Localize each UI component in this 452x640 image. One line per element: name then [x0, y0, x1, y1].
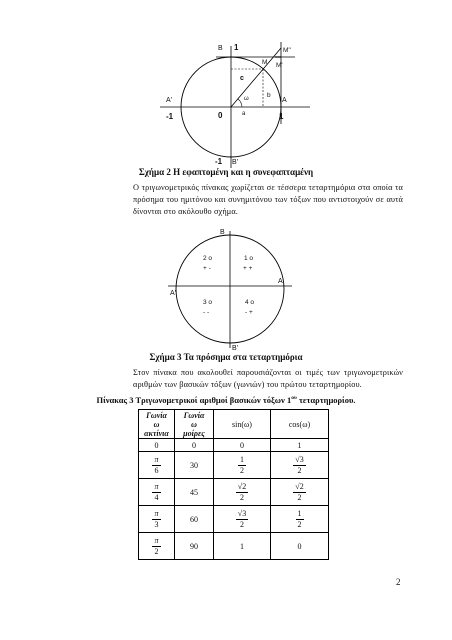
cell-sin [214, 506, 271, 533]
fig2-label-A-prime: A' [166, 97, 173, 104]
fig3-quadrant-1-signs: + + [243, 265, 253, 272]
cell-cos: 1 [271, 439, 329, 452]
table-row [139, 439, 329, 452]
cos-den: 2 [297, 465, 302, 475]
cell-deg: 45 [175, 479, 214, 506]
fig3-quadrant-1: 1 o [244, 255, 254, 262]
cos-num: √3 [295, 454, 304, 464]
table-3-title [0, 395, 452, 405]
fig2-label-one-right: 1 [279, 112, 284, 121]
rad-num: π [154, 535, 159, 545]
fig2-label-M-prime: M' [276, 62, 283, 69]
cell-cos: 0 [271, 533, 329, 560]
table-row [139, 452, 329, 479]
fig2-label-A: A [282, 97, 287, 104]
fig3-quadrant-4: 4 o [245, 299, 255, 306]
cell-sin [214, 479, 271, 506]
fig2-label-omega: ω [244, 96, 249, 102]
paragraph-quadrants: Ο τριγωνομετρικός πίνακας χωρίζεται σε τέσσερα τεταρτημόρια στα οποία τα πρόσημα του ημιτόνου και συνημιτόνου των τόξων που αντιστοιχούν σε αυτά δίνονται στο ακόλουθο σχήμα. [133, 183, 403, 216]
cell-cos [271, 479, 329, 506]
header-radians [139, 410, 175, 439]
sin-num: 1 [240, 454, 244, 464]
fig2-label-B-prime: B' [232, 159, 239, 166]
cell-deg: 30 [175, 452, 214, 479]
cell-rad: 0 [139, 439, 175, 452]
cell-deg: 60 [175, 506, 214, 533]
rad-den: 3 [154, 519, 159, 529]
fig3-quadrant-3: 3 o [203, 299, 213, 306]
cell-sin: 0 [214, 439, 271, 452]
fig3-label-B: B [220, 229, 225, 236]
table-row [139, 479, 329, 506]
cos-num: 1 [297, 508, 302, 518]
fig2-label-minus-one-bottom: -1 [215, 157, 223, 166]
rad-num: π [154, 481, 159, 491]
fig3-label-B-prime: B' [232, 345, 239, 351]
fig2-label-a: a [242, 111, 246, 117]
sin-num: √2 [237, 481, 247, 491]
fig2-label-c: c [240, 75, 244, 82]
sin-num: √3 [237, 508, 247, 518]
fig3-quadrant-2: 2 o [203, 255, 213, 262]
paragraph-table-intro: Στον πίνακα που ακολουθεί παρουσιάζονται οι τιμές των τριγωνομετρικών αριθμών των βασικών τόξων (γωνιών) του πρώτου τεταρτημορίου. [133, 368, 403, 389]
fig2-label-b: b [267, 92, 271, 99]
header-degrees-line3: μοίρες [183, 428, 205, 438]
rad-den: 2 [154, 546, 159, 556]
header-radians-line3: ακτίνια [144, 428, 169, 438]
figure-3-quadrant-signs [168, 226, 292, 351]
trig-values-table [138, 409, 329, 560]
cell-cos [271, 452, 329, 479]
cell-sin: 1 [214, 533, 271, 560]
cell-rad [139, 533, 175, 560]
table-row [139, 533, 329, 560]
header-cos: cos(ω) [271, 410, 329, 439]
table-title-end: τεταρτημορίου. [296, 395, 356, 405]
rad-den: 4 [154, 492, 159, 502]
header-degrees-line1: Γωνία [183, 410, 205, 420]
cell-rad [139, 452, 175, 479]
sin-den: 2 [239, 519, 244, 529]
cell-rad [139, 479, 175, 506]
header-radians-line2: ω [153, 419, 160, 429]
rad-num: π [154, 508, 159, 518]
table-title-main: Πίνακας 3 Τριγωνομετρικοί αριθμοί βασικών τόξων 1 [96, 395, 292, 405]
cell-rad [139, 506, 175, 533]
header-degrees-line2: ω [191, 419, 197, 429]
rad-num: π [154, 454, 159, 464]
cell-deg: 90 [175, 533, 214, 560]
cos-den: 2 [297, 492, 302, 502]
fig3-label-A: A [278, 278, 283, 285]
fig2-label-minus-one-left: -1 [166, 112, 174, 121]
fig3-quadrant-4-signs: - + [245, 309, 253, 316]
figure-3-caption: Σχήμα 3 Τα πρόσημα στα τεταρτημόρια [149, 352, 303, 362]
cell-cos [271, 506, 329, 533]
cos-num: √2 [295, 481, 304, 491]
sin-den: 2 [240, 465, 244, 475]
cos-den: 2 [297, 519, 302, 529]
fig2-label-one-top: 1 [234, 43, 239, 52]
page-number: 2 [396, 577, 401, 587]
figure-2-tangent-diagram [160, 38, 310, 174]
fig2-label-M: M [262, 59, 268, 66]
table-row [139, 506, 329, 533]
header-radians-line1: Γωνία [146, 410, 167, 420]
fig3-label-A-prime: A' [170, 290, 177, 297]
table-header-row [139, 410, 329, 439]
cell-sin [214, 452, 271, 479]
fig2-label-zero: 0 [218, 111, 223, 120]
table-title-sup: ου [291, 395, 297, 402]
figure-2-caption: Σχήμα 2 Η εφαπτομένη και η συνεφαπταμένη [138, 167, 314, 177]
fig3-quadrant-3-signs: - - [203, 309, 210, 316]
sin-den: 2 [239, 492, 244, 502]
fig2-label-M-double: M'' [283, 47, 291, 54]
header-sin: sin(ω) [214, 410, 271, 439]
cell-deg: 0 [175, 439, 214, 452]
header-degrees [175, 410, 214, 439]
rad-den: 6 [154, 465, 159, 475]
fig2-label-B: B [218, 45, 223, 52]
fig3-quadrant-2-signs: + - [203, 265, 211, 272]
